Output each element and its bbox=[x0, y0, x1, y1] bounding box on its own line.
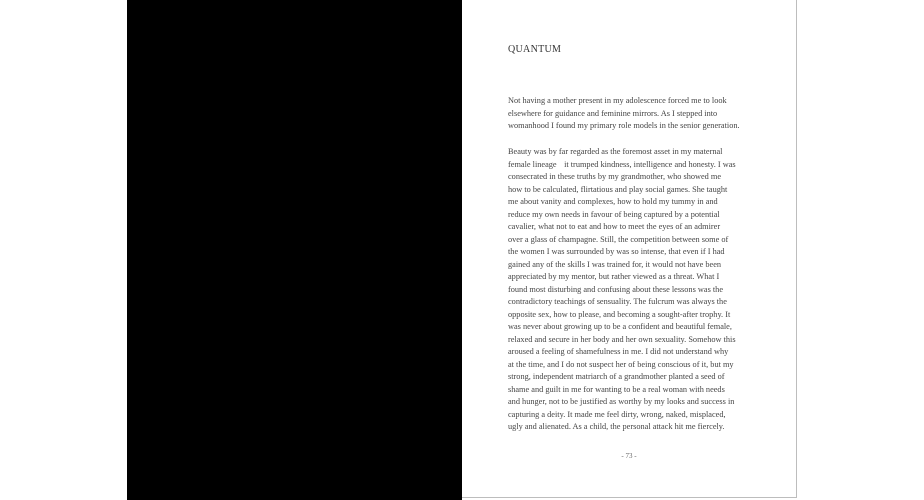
text-line: Beauty was by far regarded as the foremost asset in my maternal bbox=[508, 147, 723, 156]
right-page bbox=[462, 0, 797, 498]
text-line: elsewhere for guidance and feminine mirrors. As I stepped into bbox=[508, 108, 718, 118]
text-line: Not having a mother present in my adolescence forced me to look bbox=[508, 96, 727, 105]
text-line: ugly and alienated. As a child, the personal attack hit me fiercely. bbox=[508, 422, 725, 431]
text-line: aroused a feeling of shamefulness in me. I did not understand why bbox=[508, 347, 729, 356]
text-line: gained any of the skills I was trained for, it would not have been bbox=[508, 259, 722, 269]
text-line: opposite sex, how to please, and becoming a sought-after trophy. It bbox=[508, 309, 731, 319]
text-line: the women I was surrounded by was so intense, that even if I had bbox=[508, 247, 725, 256]
text-line: appreciated by my mentor, but rather viewed as a threat. What I bbox=[508, 272, 720, 281]
text-line: over a glass of champagne. Still, the competition between some of bbox=[508, 234, 729, 244]
text-line: how to be calculated, flirtatious and play social games. She taught bbox=[508, 184, 728, 194]
page-number: - 73 - bbox=[621, 452, 637, 460]
text-line: and hunger, not to be justified as worthy by my looks and success in bbox=[508, 397, 735, 406]
text-line: me about vanity and complexes, how to hold my tummy in and bbox=[508, 197, 718, 206]
text-line: capturing a deity. It made me feel dirty, wrong, naked, misplaced, bbox=[508, 409, 726, 419]
text-line: contradictory teachings of sensuality. The fulcrum was always the bbox=[508, 297, 727, 306]
text-line: was never about growing up to be a confident and beautiful female, bbox=[508, 322, 732, 331]
text-line: relaxed and secure in her body and her own sexuality. Somehow this bbox=[508, 334, 736, 344]
text-line: shame and guilt in me for wanting to be a real woman with needs bbox=[508, 384, 725, 394]
text-line: consecrated in these truths by my grandmother, who showed me bbox=[508, 172, 722, 181]
text-line: female lineage it trumped kindness, intelligence and honesty. I was bbox=[508, 159, 736, 169]
text-line: reduce my own needs in favour of being captured by a potential bbox=[508, 209, 720, 219]
text-line: found most disturbing and confusing about these lessons was the bbox=[508, 284, 724, 294]
paragraph-1 bbox=[508, 95, 740, 133]
left-page-blank bbox=[127, 0, 462, 500]
paragraph-2 bbox=[508, 146, 736, 434]
text-line: womanhood I found my primary role models in the senior generation. bbox=[508, 121, 740, 130]
chapter-title: QUANTUM bbox=[508, 44, 562, 55]
text-line: strong, independent matriarch of a grandmother planted a seed of bbox=[508, 372, 725, 381]
text-line: cavalier, what not to eat and how to meet the eyes of an admirer bbox=[508, 222, 721, 231]
text-line: at the time, and I do not suspect her of being conscious of it, but my bbox=[508, 359, 734, 369]
